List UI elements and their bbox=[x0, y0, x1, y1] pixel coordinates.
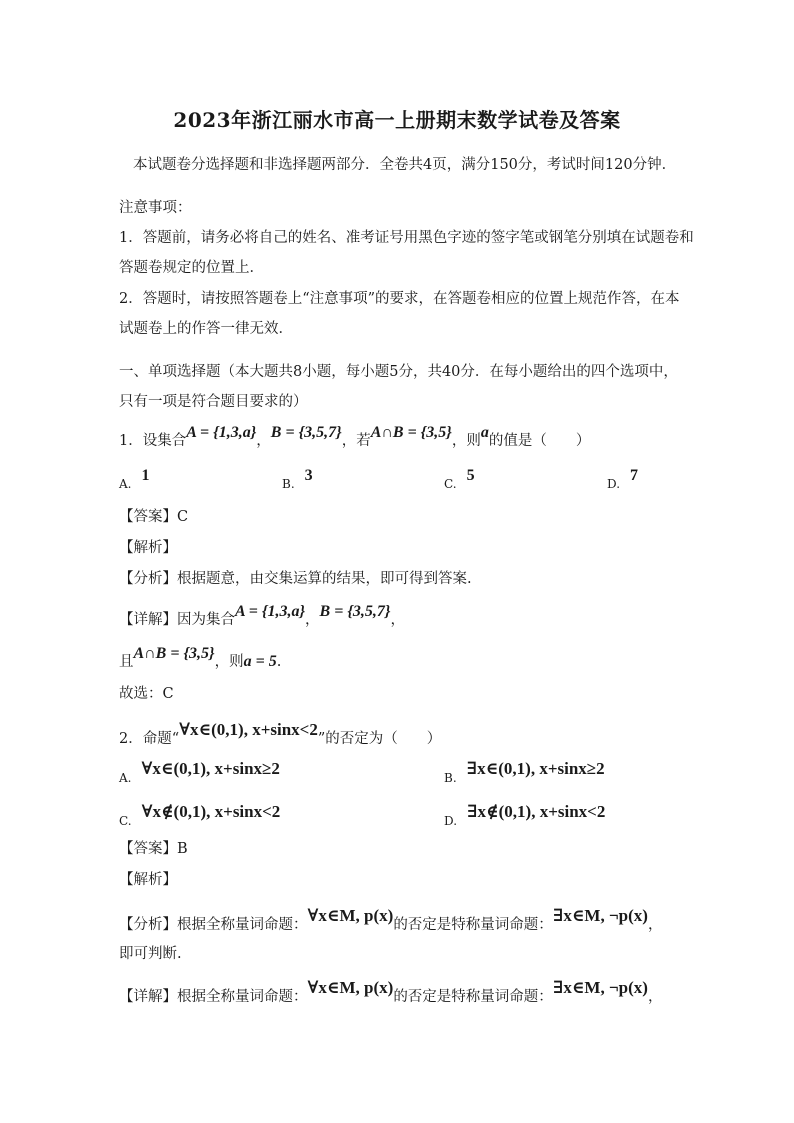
analysis-prefix: 【分析】根据全称量词命题： bbox=[119, 917, 308, 933]
option-value: 7 bbox=[630, 467, 639, 484]
detail-end: ， bbox=[647, 989, 663, 1005]
question-1-option-d[interactable] bbox=[607, 467, 639, 494]
detail-universal-formula: ∀x∈M, p(x) bbox=[307, 978, 394, 997]
question-2-analysis-line-2: 即可判断. bbox=[119, 946, 182, 962]
notice-heading: 注意事项： bbox=[119, 200, 192, 216]
detail-prefix: 【详解】根据全称量词命题： bbox=[119, 989, 308, 1005]
question-1-analysis: 【分析】根据题意，由交集运算的结果，即可得到答案. bbox=[119, 571, 472, 587]
page-title: 2023年浙江丽水市高一上册期末数学试卷及答案 bbox=[173, 108, 621, 132]
question-2-prefix: 2．命题“ bbox=[119, 731, 180, 747]
question-1-option-a[interactable] bbox=[119, 467, 150, 494]
variable-a: a bbox=[480, 424, 489, 441]
proposition-formula: ∀x∈(0,1), x+sinx<2 bbox=[179, 720, 318, 739]
notice-item-2-line-2: 试题卷上的作答一律无效． bbox=[119, 321, 293, 337]
option-value: 1 bbox=[141, 467, 150, 484]
question-1-stem bbox=[119, 424, 591, 451]
option-label: B. bbox=[444, 771, 457, 785]
detail2-end: . bbox=[276, 654, 282, 670]
detail2-mid: ，则 bbox=[214, 654, 244, 670]
option-formula: ∀x∈(0,1), x+sinx≥2 bbox=[141, 759, 280, 778]
detail2-prefix: 且 bbox=[119, 654, 134, 670]
option-formula: ∃x∈(0,1), x+sinx≥2 bbox=[466, 759, 605, 778]
question-1-suffix: 的值是（ ） bbox=[488, 433, 591, 449]
set-a-formula: A = {1,3,a} bbox=[186, 424, 257, 441]
detail-end: ， bbox=[390, 612, 405, 628]
question-1-mid: ，若 bbox=[341, 433, 371, 449]
option-label: C. bbox=[119, 814, 132, 828]
option-label: C. bbox=[444, 477, 457, 491]
option-label: A. bbox=[119, 771, 132, 785]
question-1-option-c[interactable] bbox=[444, 467, 475, 494]
intersection-formula: A∩B = {3,5} bbox=[370, 424, 452, 441]
notice-item-1-line-2: 答题卷规定的位置上． bbox=[119, 260, 264, 276]
question-1-conclusion: 故选：C bbox=[119, 686, 174, 702]
question-2-option-b[interactable] bbox=[444, 759, 605, 788]
option-formula: ∀x∉(0,1), x+sinx<2 bbox=[141, 802, 281, 821]
question-2-option-a[interactable] bbox=[119, 759, 280, 788]
option-formula: ∃x∉(0,1), x+sinx<2 bbox=[467, 802, 606, 821]
option-label: D. bbox=[444, 814, 458, 828]
set-b-formula: B = {3,5,7} bbox=[270, 424, 342, 441]
detail-mid: 的否定是特称量词命题： bbox=[393, 989, 553, 1005]
question-2-suffix: ”的否定为（ ） bbox=[317, 731, 442, 747]
detail-set-b-formula: B = {3,5,7} bbox=[319, 603, 391, 620]
detail-prefix: 【详解】因为集合 bbox=[119, 612, 235, 628]
question-1-detail-line-1 bbox=[119, 603, 405, 630]
question-2-stem bbox=[119, 720, 442, 749]
question-1-mid2: ，则 bbox=[451, 433, 481, 449]
analysis-end: ， bbox=[647, 917, 663, 933]
question-2-option-d[interactable] bbox=[444, 802, 606, 831]
question-2-analysis-heading: 【解析】 bbox=[119, 872, 177, 888]
universal-formula: ∀x∈M, p(x) bbox=[307, 906, 394, 925]
option-label: D. bbox=[607, 477, 621, 491]
detail2-intersection-formula: A∩B = {3,5} bbox=[133, 645, 215, 662]
question-1-prefix: 1．设集合 bbox=[119, 433, 187, 449]
question-2-analysis bbox=[119, 906, 663, 935]
analysis-mid: 的否定是特称量词命题： bbox=[393, 917, 553, 933]
option-label: A. bbox=[119, 477, 132, 491]
notice-item-1-line-1: 1．答题前，请务必将自己的姓名、准考证号用黑色字迹的签字笔或钢笔分别填在试题卷和 bbox=[119, 230, 694, 246]
intro-text: 本试题卷分选择题和非选择题两部分．全卷共4页，满分150分，考试时间120分钟． bbox=[133, 157, 677, 173]
existential-formula: ∃x∈M, ¬p(x) bbox=[552, 906, 648, 925]
option-value: 3 bbox=[304, 467, 313, 484]
detail2-result-formula: a = 5 bbox=[243, 653, 277, 670]
detail-existential-formula: ∃x∈M, ¬p(x) bbox=[552, 978, 648, 997]
question-1-sep: ， bbox=[256, 433, 271, 449]
section-1-heading-line-1: 一、单项选择题（本大题共8小题，每小题5分，共40分．在每小题给出的四个选项中， bbox=[119, 364, 678, 380]
question-2-option-c[interactable] bbox=[119, 802, 281, 831]
question-1-analysis-heading: 【解析】 bbox=[119, 540, 177, 556]
question-1-detail-line-2 bbox=[119, 645, 282, 672]
question-2-answer: 【答案】B bbox=[119, 841, 188, 857]
question-1-option-b[interactable] bbox=[282, 467, 313, 494]
option-label: B. bbox=[282, 477, 295, 491]
section-1-heading-line-2: 只有一项是符合题目要求的） bbox=[119, 394, 308, 410]
question-1-answer: 【答案】C bbox=[119, 509, 189, 525]
detail-set-a-formula: A = {1,3,a} bbox=[235, 603, 306, 620]
detail-sep: ， bbox=[305, 612, 320, 628]
question-2-detail bbox=[119, 978, 663, 1007]
notice-item-2-line-1: 2．答题时，请按照答题卷上“注意事项”的要求，在答题卷相应的位置上规范作答，在本 bbox=[119, 291, 680, 307]
option-value: 5 bbox=[466, 467, 475, 484]
